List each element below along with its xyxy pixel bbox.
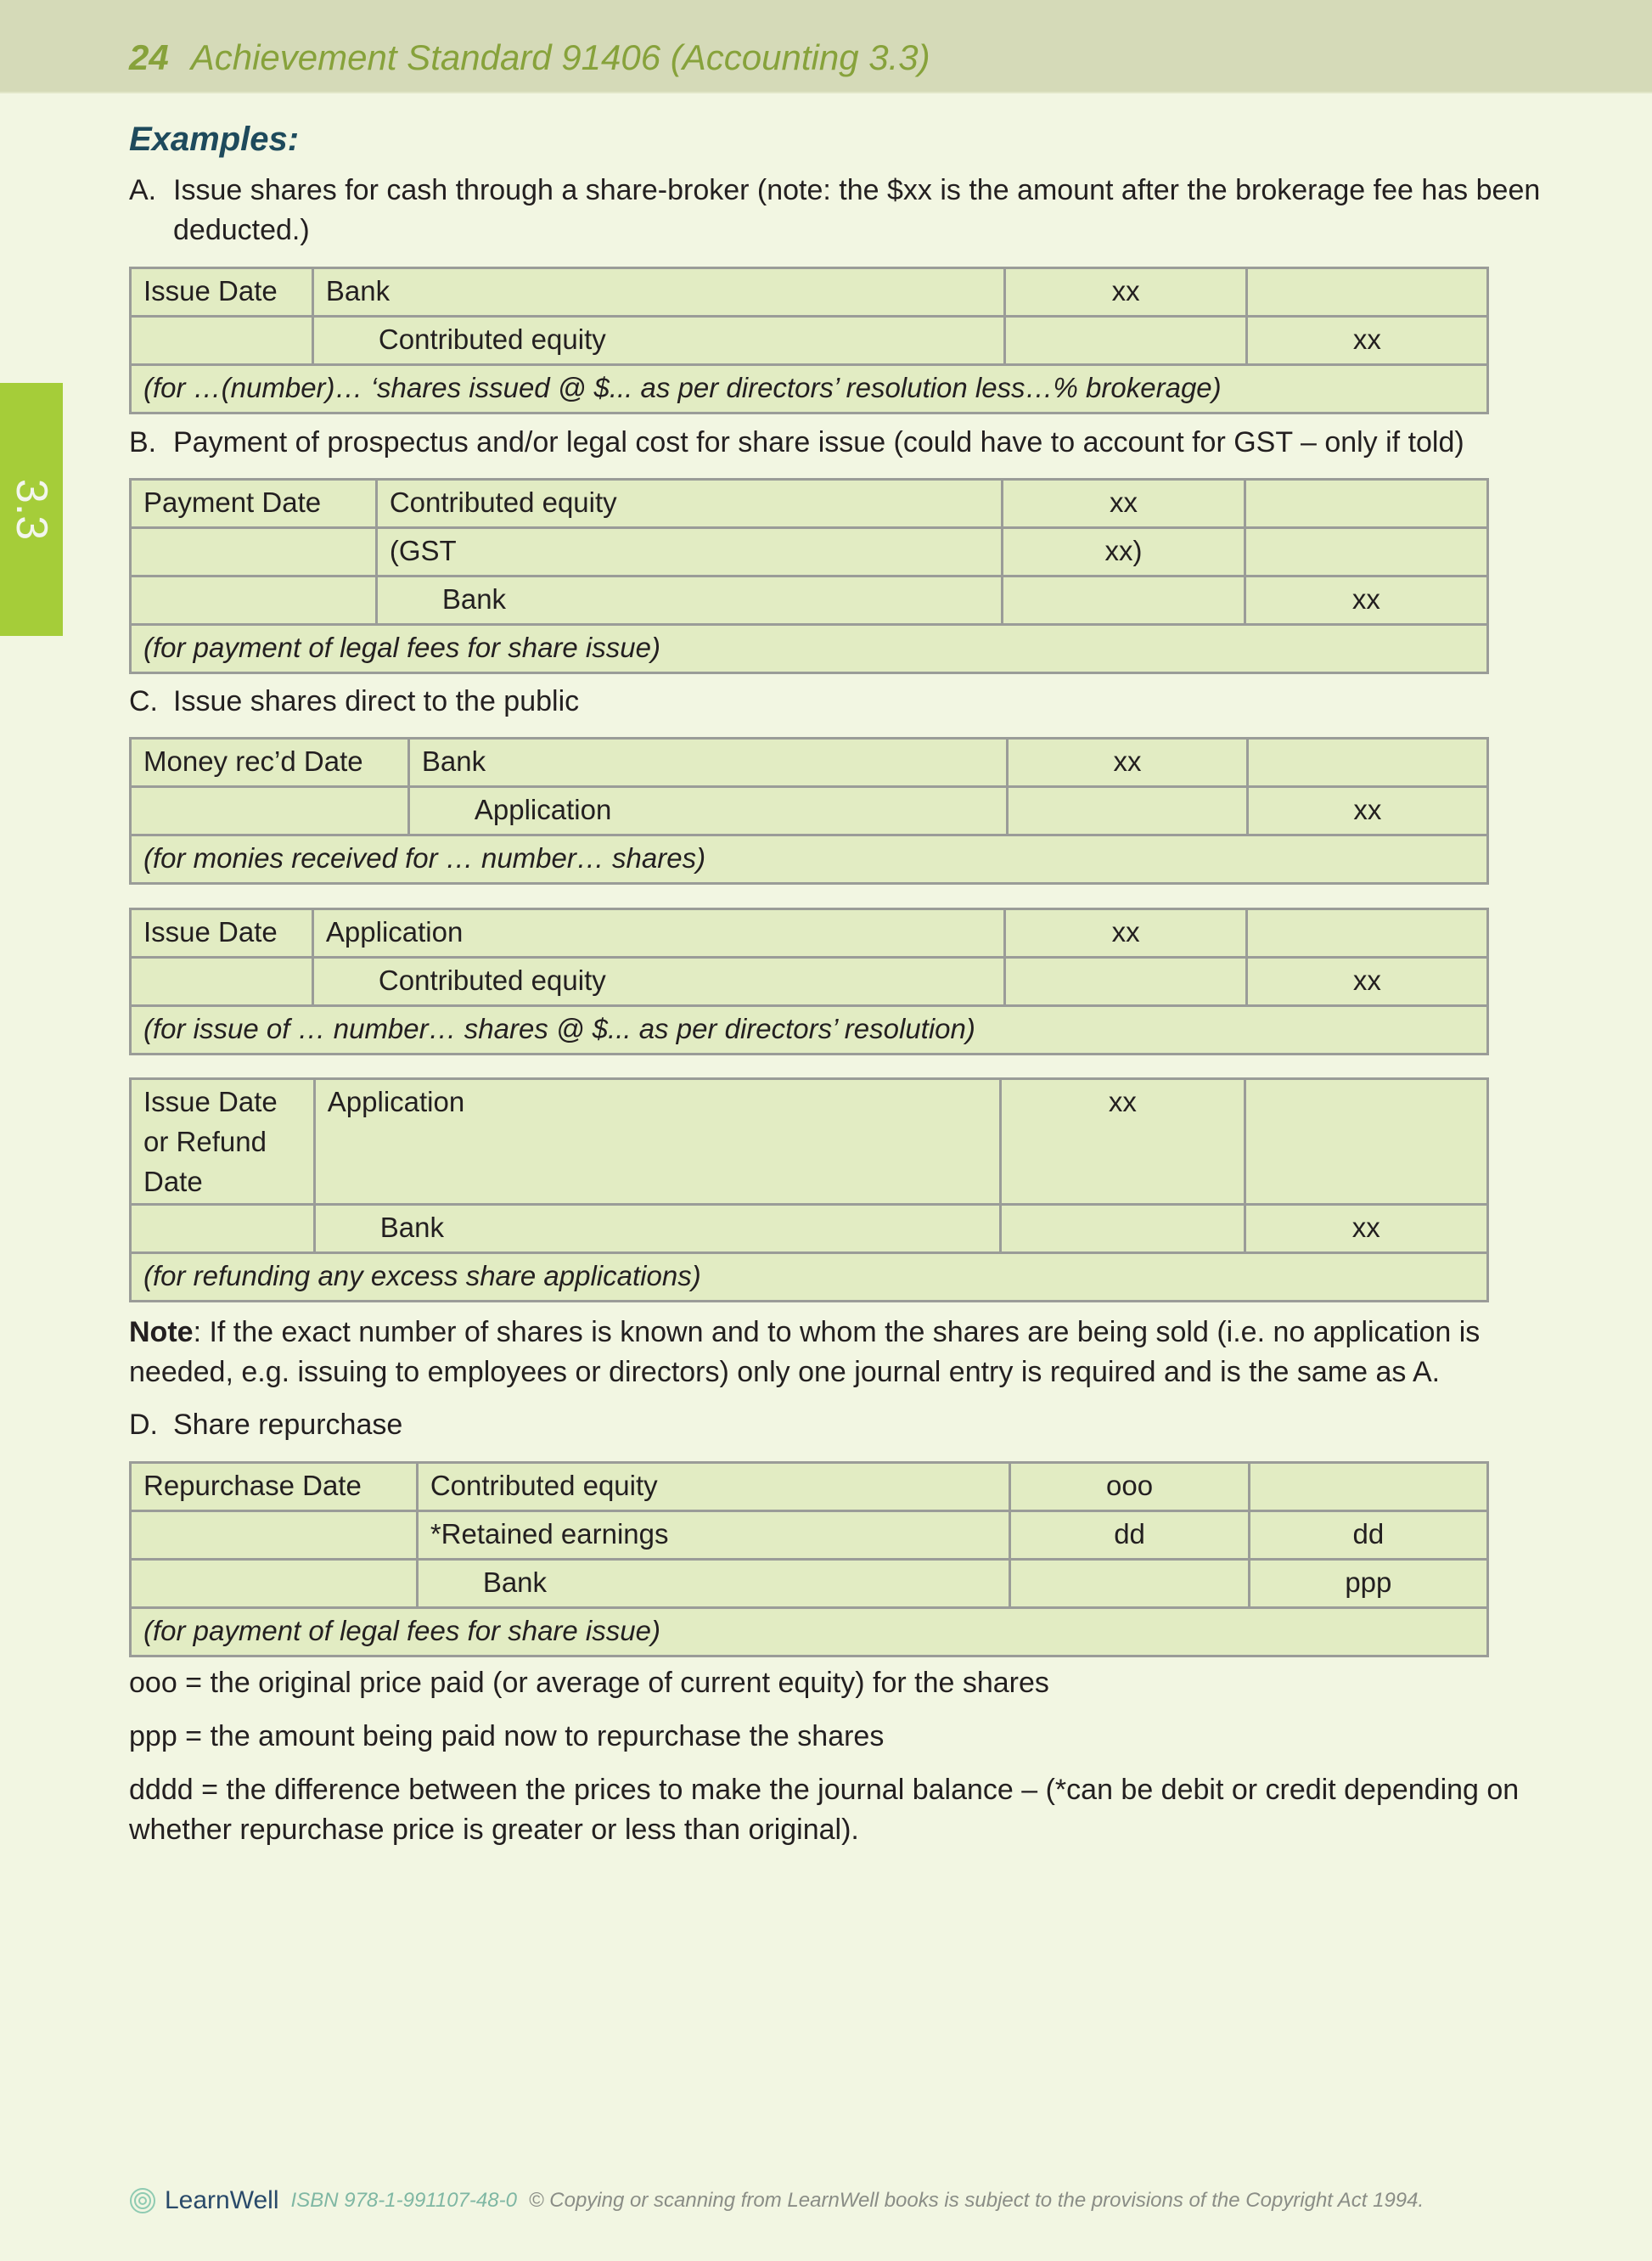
debit-cell: xx: [1005, 268, 1246, 317]
page-footer: [129, 2186, 1424, 2215]
credit-cell: xx: [1245, 1205, 1487, 1253]
credit-cell: [1245, 1079, 1487, 1205]
narration-row: [131, 1006, 1488, 1055]
debit-cell: ooo: [1010, 1463, 1249, 1511]
narration-cell: (for refunding any excess share applications): [131, 1253, 1488, 1302]
table-row: [131, 958, 1488, 1006]
header-title: [129, 37, 930, 78]
section-text: Issue shares for cash through a share-broker (note: the $xx is the amount after the brokerage fee has been deducted.): [173, 174, 1541, 246]
narration-cell: (for monies received for … number… shares): [131, 835, 1488, 884]
account-cell: Contributed equity: [312, 317, 1005, 365]
table-row: [131, 909, 1488, 958]
page-number: 24: [129, 37, 169, 77]
section-letter: C.: [129, 685, 158, 717]
note-label: Note: [129, 1316, 194, 1348]
journal-table-d: [129, 1461, 1489, 1657]
table-row: [131, 576, 1488, 625]
section-text: Payment of prospectus and/or legal cost for share issue (could have to account for GST – only if told): [173, 426, 1464, 458]
section-text: Issue shares direct to the public: [173, 685, 580, 717]
date-line: Issue Date: [143, 1086, 278, 1117]
section-side-tab: [0, 383, 63, 636]
date-cell: Issue Date: [131, 268, 313, 317]
date-line: Date: [143, 1166, 203, 1197]
credit-cell: xx: [1246, 317, 1487, 365]
table-row: [131, 268, 1488, 317]
credit-cell: [1247, 739, 1487, 787]
date-cell: [131, 317, 313, 365]
spiral-logo-icon: [129, 2187, 156, 2214]
account-cell: Application: [408, 787, 1008, 835]
date-cell: Repurchase Date: [131, 1463, 418, 1511]
date-line: or Refund: [143, 1126, 267, 1157]
account-cell: Contributed equity: [417, 1463, 1010, 1511]
page-header: [0, 0, 1652, 93]
narration-row: [131, 835, 1488, 884]
date-cell: [131, 1560, 418, 1608]
narration-cell: (for …(number)… ‘shares issued @ $... as per directors’ resolution less…% brokerage): [131, 365, 1488, 413]
debit-cell: xx: [1008, 739, 1247, 787]
section-c-description: [129, 682, 1565, 722]
account-cell: Application: [314, 1079, 1000, 1205]
brand-name: LearnWell: [165, 2186, 279, 2214]
narration-row: [131, 1253, 1488, 1302]
date-cell: [131, 958, 313, 1006]
definition-ooo: ooo = the original price paid (or average of current equity) for the shares: [129, 1667, 1049, 1699]
journal-table-a: [129, 267, 1489, 414]
journal-table-c3: [129, 1077, 1489, 1302]
isbn-text: ISBN 978-1-991107-48-0: [290, 2189, 517, 2212]
account-cell: (GST: [376, 528, 1003, 576]
account-cell: Contributed equity: [312, 958, 1005, 1006]
debit-cell: [1005, 958, 1246, 1006]
table-row: [131, 787, 1488, 835]
journal-table-c2: [129, 908, 1489, 1055]
narration-cell: (for payment of legal fees for share issue): [131, 625, 1488, 673]
debit-cell: xx: [1001, 1079, 1245, 1205]
date-cell: [131, 528, 377, 576]
credit-cell: [1249, 1463, 1487, 1511]
debit-cell: xx): [1003, 528, 1245, 576]
debit-cell: [1003, 576, 1245, 625]
debit-cell: [1010, 1560, 1249, 1608]
examples-heading: Examples:: [129, 121, 300, 158]
section-text: Share repurchase: [173, 1409, 403, 1441]
definition-ppp: ppp = the amount being paid now to repurchase the shares: [129, 1720, 885, 1752]
debit-cell: xx: [1005, 909, 1246, 958]
table-row: [131, 1463, 1488, 1511]
credit-cell: [1245, 528, 1487, 576]
table-row: [131, 1079, 1488, 1205]
account-cell: Bank: [314, 1205, 1000, 1253]
credit-cell: [1246, 909, 1487, 958]
copyright-text: © Copying or scanning from LearnWell books is subject to the provisions of the Copyright Act 1994.: [528, 2189, 1424, 2212]
table-row: [131, 480, 1488, 528]
note-paragraph: [129, 1313, 1521, 1392]
credit-cell: xx: [1245, 576, 1487, 625]
side-tab-label: 3.3: [7, 478, 56, 541]
chapter-title: Achievement Standard 91406 (Accounting 3.3): [190, 37, 930, 77]
credit-cell: dd: [1249, 1511, 1487, 1560]
account-cell: Application: [312, 909, 1005, 958]
definition-dddd: dddd = the difference between the prices to make the journal balance – (*can be debit or credit depending on whether repurchase price is greater or less than original).: [129, 1774, 1520, 1846]
date-cell: Payment Date: [131, 480, 377, 528]
date-cell: [131, 576, 377, 625]
journal-table-c1: [129, 737, 1489, 885]
date-cell: [131, 1511, 418, 1560]
section-letter: D.: [129, 1409, 158, 1441]
date-cell: [131, 787, 409, 835]
account-cell: Bank: [312, 268, 1005, 317]
table-row: [131, 1205, 1488, 1253]
narration-cell: (for issue of … number… shares @ $... as per directors’ resolution): [131, 1006, 1488, 1055]
section-a-description: [129, 171, 1565, 250]
section-b-description: [129, 423, 1565, 463]
note-text: : If the exact number of shares is known and to whom the shares are being sold (i.e. no application is needed, e.g. issuing to employees or directors) only one journal entry is required and is the same as A.: [129, 1316, 1481, 1388]
section-d-description: [129, 1405, 1565, 1445]
account-cell: Bank: [417, 1560, 1010, 1608]
table-row: [131, 317, 1488, 365]
account-cell: Bank: [408, 739, 1008, 787]
table-row: [131, 528, 1488, 576]
date-cell: Issue Date: [131, 909, 313, 958]
narration-row: [131, 365, 1488, 413]
debit-cell: [1008, 787, 1247, 835]
table-row: [131, 1511, 1488, 1560]
journal-table-b: [129, 478, 1489, 674]
account-cell: Bank: [376, 576, 1003, 625]
narration-row: [131, 625, 1488, 673]
debit-cell: [1001, 1205, 1245, 1253]
account-cell: Contributed equity: [376, 480, 1003, 528]
section-letter: B.: [129, 426, 157, 458]
date-cell: [131, 1079, 315, 1205]
table-row: [131, 739, 1488, 787]
credit-cell: xx: [1246, 958, 1487, 1006]
debit-cell: dd: [1010, 1511, 1249, 1560]
date-cell: Money rec’d Date: [131, 739, 409, 787]
narration-row: [131, 1608, 1488, 1656]
debit-cell: [1005, 317, 1246, 365]
credit-cell: [1245, 480, 1487, 528]
date-cell: [131, 1205, 315, 1253]
narration-cell: (for payment of legal fees for share issue): [131, 1608, 1488, 1656]
section-letter: A.: [129, 174, 157, 206]
credit-cell: xx: [1247, 787, 1487, 835]
debit-cell: xx: [1003, 480, 1245, 528]
table-row: [131, 1560, 1488, 1608]
credit-cell: [1246, 268, 1487, 317]
account-cell: *Retained earnings: [417, 1511, 1010, 1560]
credit-cell: ppp: [1249, 1560, 1487, 1608]
